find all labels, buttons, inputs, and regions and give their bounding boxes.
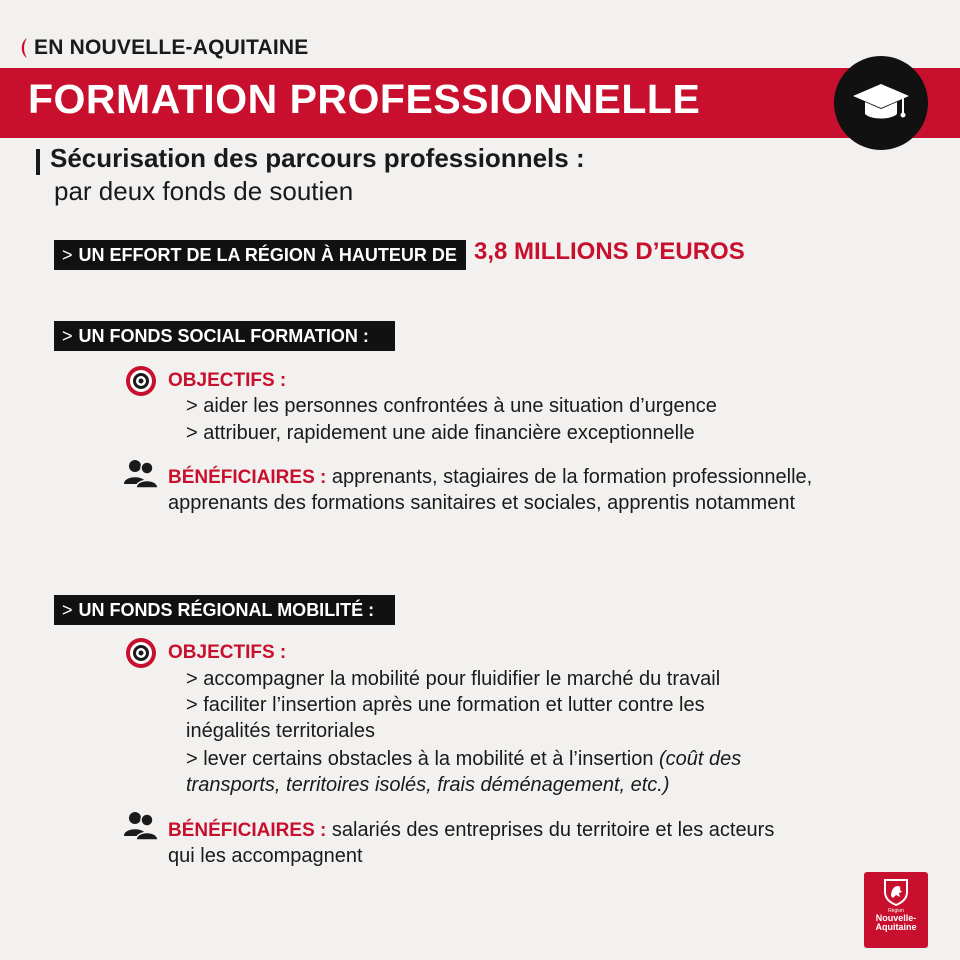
- effort-value: 3,8 MILLIONS D’EUROS: [474, 238, 745, 265]
- fonds-social-label: [54, 321, 395, 351]
- objectif-italic: (coût des: [659, 748, 742, 770]
- chevron-right-icon: >: [62, 600, 73, 620]
- beneficiaires-line: [168, 464, 812, 491]
- subtitle-rest: par deux fonds de soutien: [54, 176, 354, 206]
- crescent-mark-icon: [18, 37, 28, 59]
- objectif-text: > lever certains obstacles à la mobilité et à l’insertion: [186, 748, 660, 770]
- objectif-item-continued: [186, 772, 670, 798]
- logo-top-text: Région: [888, 908, 904, 914]
- chevron-right-icon: >: [62, 245, 73, 265]
- fonds-mobilite-label: [54, 595, 395, 625]
- chevron-right-icon: >: [62, 326, 73, 346]
- objectif-italic: transports, territoires isolés, frais déménagement, etc.): [186, 774, 670, 796]
- objectif-item: > faciliter l’insertion après une formation et lutter contre les: [186, 694, 705, 716]
- objectifs-heading: OBJECTIFS :: [168, 642, 287, 663]
- effort-label: [54, 240, 466, 270]
- logo-name-line1: Nouvelle-: [875, 913, 917, 923]
- beneficiaires-line: apprenants des formations sanitaires et sociales, apprentis notamment: [168, 492, 796, 514]
- users-icon: [124, 456, 158, 490]
- fonds-mobilite-label-text: UN FONDS RÉGIONAL MOBILITÉ :: [78, 600, 375, 620]
- beneficiaires-line: qui les accompagnent: [168, 845, 363, 867]
- objectif-item: > attribuer, rapidement une aide financière exceptionnelle: [186, 422, 695, 444]
- objectifs-heading: OBJECTIFS :: [168, 370, 287, 391]
- beneficiaires-line: [168, 817, 774, 844]
- subtitle-bar: [36, 149, 40, 175]
- objectif-item: [186, 746, 741, 772]
- graduation-cap-badge: [834, 56, 928, 150]
- beneficiaires-text: apprenants, stagiaires de la formation professionnelle,: [331, 466, 813, 488]
- users-icon: [124, 808, 158, 842]
- region-logo: [864, 872, 928, 948]
- beneficiaires-heading: BÉNÉFICIAIRES :: [168, 820, 327, 841]
- region-label: EN NOUVELLE-AQUITAINE: [34, 36, 309, 59]
- lion-shield-icon: [883, 878, 909, 906]
- objectif-item: > accompagner la mobilité pour fluidifier le marché du travail: [186, 668, 721, 690]
- beneficiaires-text: salariés des entreprises du territoire et les acteurs: [331, 819, 775, 841]
- region-tag: [18, 36, 308, 60]
- objectif-item: > aider les personnes confrontées à une situation d’urgence: [186, 395, 717, 417]
- target-icon: [124, 364, 158, 398]
- fonds-social-label-text: UN FONDS SOCIAL FORMATION :: [78, 326, 369, 346]
- logo-name-line2: Aquitaine: [875, 922, 917, 932]
- beneficiaires-heading: BÉNÉFICIAIRES :: [168, 467, 327, 488]
- page-title: FORMATION PROFESSIONNELLE: [28, 76, 701, 122]
- subtitle-main: Sécurisation des parcours professionnels :: [50, 143, 585, 173]
- objectif-item-continued: inégalités territoriales: [186, 720, 375, 742]
- target-icon: [124, 636, 158, 670]
- graduation-cap-icon: [851, 80, 911, 126]
- effort-label-text: UN EFFORT DE LA RÉGION À HAUTEUR DE: [78, 245, 457, 265]
